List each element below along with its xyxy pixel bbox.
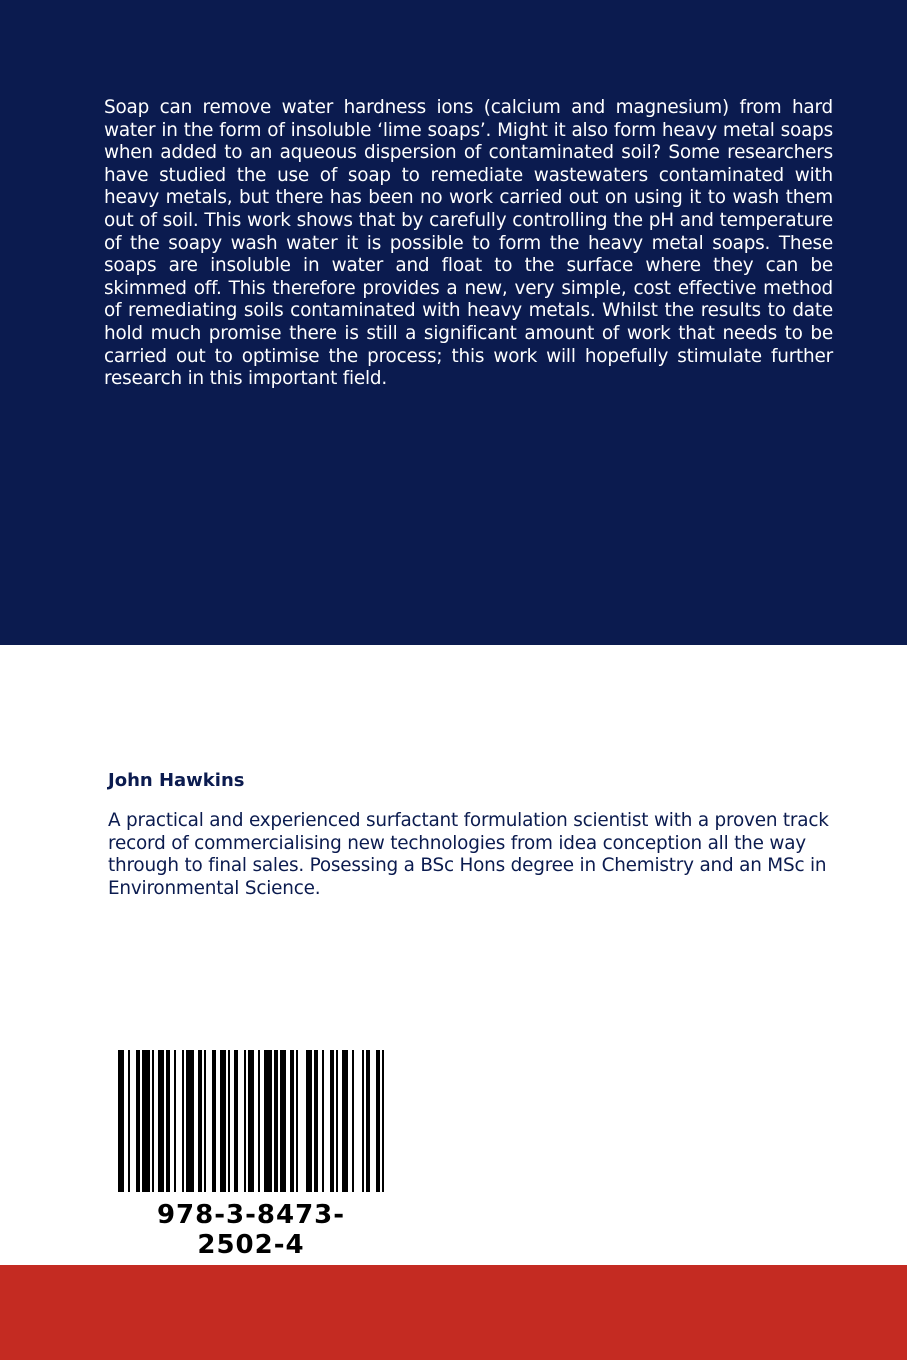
barcode-bar bbox=[174, 1050, 176, 1192]
barcode-bar bbox=[204, 1050, 206, 1192]
barcode-bar bbox=[128, 1050, 130, 1192]
barcode-bar bbox=[248, 1050, 254, 1192]
barcode-bar bbox=[228, 1050, 230, 1192]
barcode-bar bbox=[306, 1050, 312, 1192]
bottom-color-band bbox=[0, 1265, 907, 1360]
barcode-bar bbox=[274, 1050, 278, 1192]
barcode-bar bbox=[152, 1050, 154, 1192]
barcode-bar bbox=[212, 1050, 216, 1192]
barcode-bar bbox=[166, 1050, 170, 1192]
barcode-bar bbox=[362, 1050, 364, 1192]
barcode-bar bbox=[186, 1050, 194, 1192]
barcode-bar bbox=[342, 1050, 348, 1192]
barcode-bar bbox=[220, 1050, 226, 1192]
isbn-barcode bbox=[116, 1050, 386, 1192]
barcode-bar bbox=[296, 1050, 298, 1192]
isbn-number: 978-3-8473-2502-4 bbox=[156, 1200, 346, 1260]
barcode-bar bbox=[322, 1050, 324, 1192]
barcode-bar bbox=[258, 1050, 260, 1192]
barcode-bar bbox=[234, 1050, 238, 1192]
barcode-bar bbox=[314, 1050, 318, 1192]
author-name: John Hawkins bbox=[108, 770, 245, 791]
barcode-bar bbox=[136, 1050, 140, 1192]
barcode-bar bbox=[382, 1050, 384, 1192]
barcode-bar bbox=[118, 1050, 124, 1192]
barcode-bar bbox=[366, 1050, 370, 1192]
barcode-bar bbox=[290, 1050, 294, 1192]
barcode-bar bbox=[336, 1050, 338, 1192]
barcode-bar bbox=[376, 1050, 380, 1192]
book-blurb: Soap can remove water hardness ions (calcium and magnesium) from hard water in the form of insoluble ‘lime soaps’. Might it also form heavy metal soaps when added to an aqueous dispersion of contaminated soil? Some researchers have studied the use of soap to remediate wastewaters contaminated with heavy metals, but there has been no work carried out on using it to wash them out of soil. This work shows that by carefully controlling the pH and temperature of the soapy wash water it is possible to form the heavy metal soaps. These soaps are insoluble in water and float to the surface where they can be skimmed off. This therefore provides a new, very simple, cost effective method of remediating soils contaminated with heavy metals. Whilst the results to date hold much promise there is still a significant amount of work that needs to be carried out to optimise the process; this work will hopefully stimulate further research in this important field. bbox=[104, 97, 833, 390]
barcode-bar bbox=[352, 1050, 354, 1192]
barcode-bar bbox=[330, 1050, 334, 1192]
barcode-bar bbox=[280, 1050, 286, 1192]
barcode-bar bbox=[198, 1050, 202, 1192]
blurb-panel bbox=[0, 0, 907, 645]
barcode-bar bbox=[264, 1050, 272, 1192]
barcode-bar bbox=[158, 1050, 164, 1192]
barcode-bar bbox=[142, 1050, 150, 1192]
barcode-bar bbox=[244, 1050, 246, 1192]
author-bio: A practical and experienced surfactant formulation scientist with a proven track record of commercialising new technologies from idea conception all the way through to final sales. Posessing a BSc Hons degree in Chemistry and an MSc in Environmental Science. bbox=[108, 810, 829, 899]
barcode-bar bbox=[182, 1050, 184, 1192]
